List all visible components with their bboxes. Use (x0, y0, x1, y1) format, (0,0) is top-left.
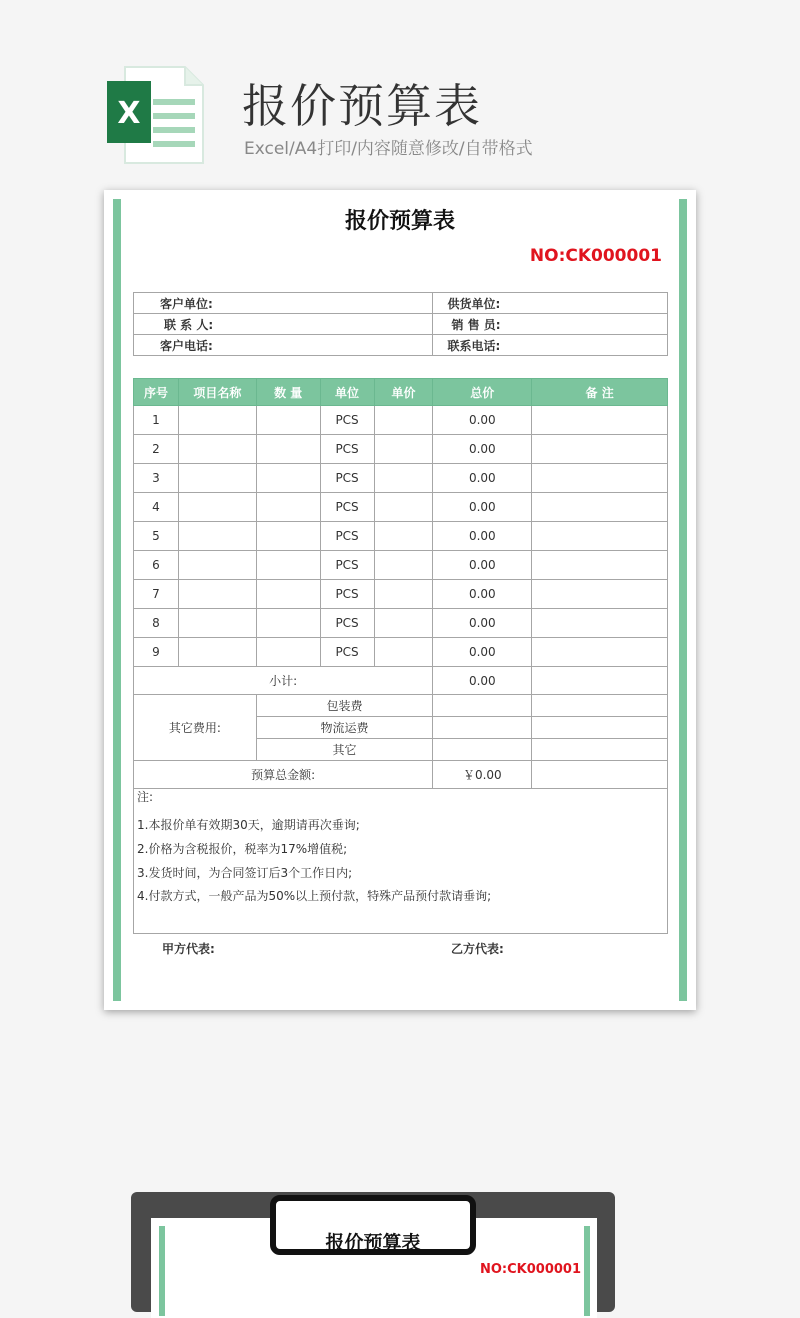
table-row (134, 522, 668, 551)
item-name-cell[interactable] (178, 638, 256, 667)
table-row (134, 580, 668, 609)
remark-cell[interactable] (532, 435, 668, 464)
table-row (134, 406, 668, 435)
document-number: NO:CK000001 (529, 246, 662, 266)
item-name-cell[interactable] (178, 551, 256, 580)
table-row (134, 638, 668, 667)
unit-cell[interactable]: PCS (320, 580, 374, 609)
packaging-fee-label: 包装费 (256, 695, 433, 717)
row-number: 2 (134, 435, 179, 464)
party-a-signature[interactable]: 甲方代表: (162, 942, 215, 956)
unit-cell[interactable]: PCS (320, 609, 374, 638)
table-row (134, 609, 668, 638)
notes-title: 注: (137, 790, 154, 804)
customer-unit-field[interactable]: 客户单位: (134, 293, 433, 314)
quantity-cell[interactable] (256, 522, 320, 551)
total-cell: 0.00 (433, 522, 532, 551)
quantity-cell[interactable] (256, 580, 320, 609)
contact-phone-field[interactable]: 联系电话: (433, 335, 668, 356)
info-table (133, 292, 668, 356)
remark-cell[interactable] (532, 406, 668, 435)
total-cell: 0.00 (433, 435, 532, 464)
unit-price-cell[interactable] (374, 580, 433, 609)
unit-cell[interactable]: PCS (320, 493, 374, 522)
total-cell: 0.00 (433, 580, 532, 609)
total-cell: 0.00 (433, 551, 532, 580)
page-title: 报价预算表 (242, 79, 482, 133)
table-row (134, 551, 668, 580)
subtotal-remark[interactable] (532, 667, 668, 695)
remark-cell[interactable] (532, 522, 668, 551)
row-number: 7 (134, 580, 179, 609)
preview-number: NO:CK000001 (480, 1262, 582, 1277)
note-line: 2.价格为含税报价，税率为17%增值税; (137, 842, 348, 856)
quantity-cell[interactable] (256, 638, 320, 667)
quantity-cell[interactable] (256, 406, 320, 435)
preview-title: 报价预算表 (325, 1232, 421, 1254)
supplier-unit-field[interactable]: 供货单位: (433, 293, 668, 314)
other-fee-remark[interactable] (532, 739, 668, 761)
row-number: 4 (134, 493, 179, 522)
table-row (134, 493, 668, 522)
item-name-cell[interactable] (178, 522, 256, 551)
other-fee-row (134, 695, 668, 717)
remark-cell[interactable] (532, 638, 668, 667)
total-cell: 0.00 (433, 464, 532, 493)
shipping-fee-remark[interactable] (532, 717, 668, 739)
other-fee-value[interactable] (433, 739, 532, 761)
unit-cell[interactable]: PCS (320, 406, 374, 435)
header-cell: 单价 (374, 379, 433, 406)
note-line: 4.付款方式，一般产品为50%以上预付款，特殊产品预付款请垂询; (137, 889, 492, 903)
item-name-cell[interactable] (178, 580, 256, 609)
customer-phone-field[interactable]: 客户电话: (134, 335, 433, 356)
unit-price-cell[interactable] (374, 522, 433, 551)
party-b-signature[interactable]: 乙方代表: (451, 942, 504, 956)
header-cell: 单位 (320, 379, 374, 406)
unit-price-cell[interactable] (374, 551, 433, 580)
unit-cell[interactable]: PCS (320, 638, 374, 667)
page-header (0, 0, 800, 185)
note-line: 1.本报价单有效期30天，逾期请再次垂询; (137, 818, 360, 832)
header-cell: 总价 (433, 379, 532, 406)
subtotal-row (134, 667, 668, 695)
preview-left-bar (159, 1226, 165, 1316)
unit-cell[interactable]: PCS (320, 522, 374, 551)
item-name-cell[interactable] (178, 435, 256, 464)
unit-price-cell[interactable] (374, 464, 433, 493)
grand-total-label: 预算总金额: (134, 761, 433, 789)
quantity-cell[interactable] (256, 493, 320, 522)
page-subtitle: Excel/A4打印/内容随意修改/自带格式 (244, 139, 533, 159)
remark-cell[interactable] (532, 493, 668, 522)
subtotal-value: 0.00 (433, 667, 532, 695)
sheet-title: 报价预算表 (344, 209, 455, 234)
item-name-cell[interactable] (178, 406, 256, 435)
unit-cell[interactable]: PCS (320, 435, 374, 464)
table-header-row (134, 379, 668, 406)
items-table (133, 378, 668, 789)
note-line: 3.发货时间，为合同签订后3个工作日内; (137, 866, 353, 880)
shipping-fee-label: 物流运费 (256, 717, 433, 739)
excel-file-icon (105, 65, 205, 165)
unit-cell[interactable]: PCS (320, 551, 374, 580)
header-cell: 项目名称 (178, 379, 256, 406)
item-name-cell[interactable] (178, 464, 256, 493)
grand-total-value: ￥0.00 (433, 761, 532, 789)
row-number: 9 (134, 638, 179, 667)
unit-price-cell[interactable] (374, 406, 433, 435)
total-cell: 0.00 (433, 493, 532, 522)
packaging-fee-value[interactable] (433, 695, 532, 717)
row-number: 6 (134, 551, 179, 580)
quantity-cell[interactable] (256, 464, 320, 493)
salesperson-field[interactable]: 销 售 员: (433, 314, 668, 335)
contact-field[interactable]: 联 系 人: (134, 314, 433, 335)
notes-box (133, 783, 668, 934)
row-number: 8 (134, 609, 179, 638)
unit-price-cell[interactable] (374, 435, 433, 464)
header-cell: 数 量 (256, 379, 320, 406)
total-cell: 0.00 (433, 609, 532, 638)
unit-price-cell[interactable] (374, 493, 433, 522)
quantity-cell[interactable] (256, 551, 320, 580)
unit-price-cell[interactable] (374, 638, 433, 667)
table-row (134, 464, 668, 493)
other-fees-label: 其它费用: (134, 695, 257, 761)
right-accent-bar (679, 199, 687, 1001)
quantity-cell[interactable] (256, 435, 320, 464)
subtotal-label: 小计: (134, 667, 433, 695)
packaging-fee-remark[interactable] (532, 695, 668, 717)
row-number: 5 (134, 522, 179, 551)
remark-cell[interactable] (532, 580, 668, 609)
unit-cell[interactable]: PCS (320, 464, 374, 493)
unit-price-cell[interactable] (374, 609, 433, 638)
other-fee-label: 其它 (256, 739, 433, 761)
remark-cell[interactable] (532, 551, 668, 580)
quote-sheet (104, 190, 696, 1010)
quantity-cell[interactable] (256, 609, 320, 638)
preview-right-bar (584, 1226, 590, 1316)
header-cell: 序号 (134, 379, 179, 406)
icon-letter: X (117, 96, 141, 131)
total-cell: 0.00 (433, 638, 532, 667)
item-name-cell[interactable] (178, 493, 256, 522)
remark-cell[interactable] (532, 609, 668, 638)
row-number: 3 (134, 464, 179, 493)
shipping-fee-value[interactable] (433, 717, 532, 739)
left-accent-bar (113, 199, 121, 1001)
remark-cell[interactable] (532, 464, 668, 493)
item-name-cell[interactable] (178, 609, 256, 638)
total-cell: 0.00 (433, 406, 532, 435)
header-cell: 备 注 (532, 379, 668, 406)
row-number: 1 (134, 406, 179, 435)
table-row (134, 435, 668, 464)
